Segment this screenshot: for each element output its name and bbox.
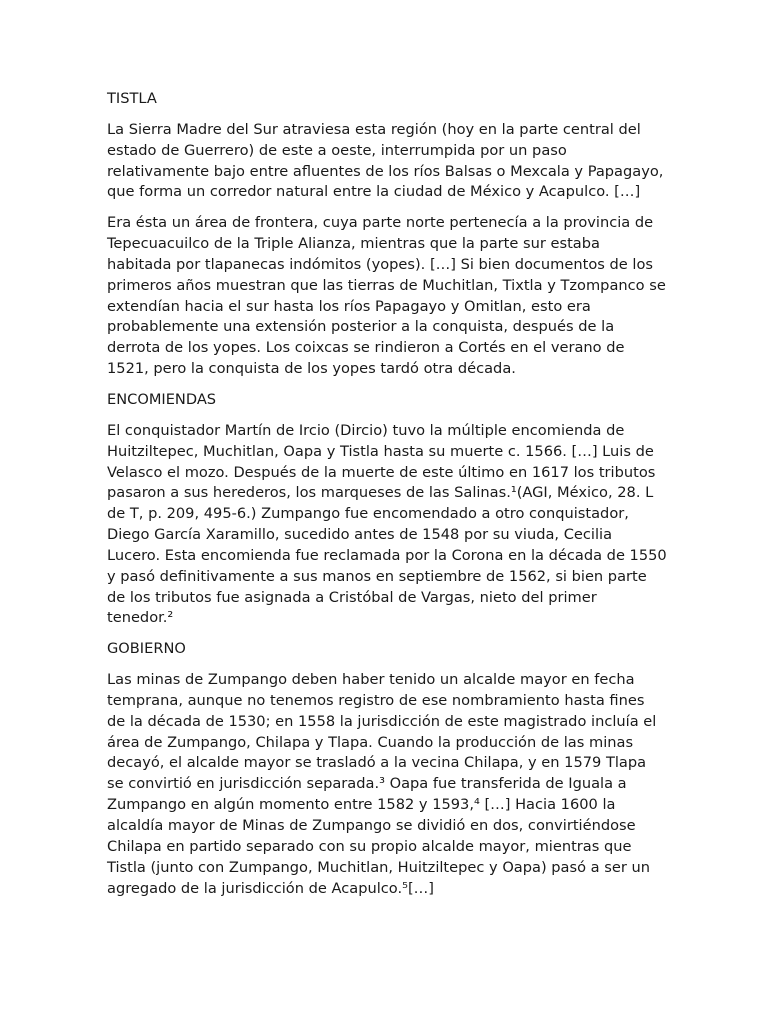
paragraph-tistla-geography: La Sierra Madre del Sur atraviesa esta región (hoy en la parte central del estado de Guerrero) de este a oeste, interrumpida por un paso relativamente bajo entre afluentes de los ríos Balsas o Mexcala y Papagayo, que forma un corredor natural entre la ciudad de México y Acapulco. […] bbox=[107, 120, 664, 201]
section-heading-gobierno: GOBIERNO bbox=[107, 640, 186, 658]
section-heading-encomiendas: ENCOMIENDAS bbox=[107, 390, 217, 408]
document-page bbox=[107, 89, 667, 909]
paragraph-tistla-frontier: Era ésta un área de frontera, cuya parte norte pertenecía a la provincia de Tepecuacuilco de la Triple Alianza, mientras que la parte sur estaba habitada por tlapanecas indómitos (yopes). […] Si bien documentos de los primeros años muestran que las tierras de Muchitlan, Tixtla y Tzompanco se extendían hacia el sur hasta los ríos Papagayo y Omitlan, esto era probablemente una extensión posterior a la conquista, después de la derrota de los yopes. Los coixcas se rindieron a Cortés en el verano de 1521, pero la conquista de los yopes tardó otra década. bbox=[107, 214, 666, 378]
paragraph-encomiendas: El conquistador Martín de Ircio (Dircio) tuvo la múltiple encomienda de Huitziltepec, Muchitlan, Oapa y Tistla hasta su muerte c. 1566. […] Luis de Velasco el mozo. Después de la muerte de este último en 1617 los tributos pasaron a sus herederos, los marqueses de las Salinas.¹(AGI, México, 28. L de T, p. 209, 495-6.) Zumpango fue encomendado a otro conquistador, Diego García Xaramillo, sucedido antes de 1548 por su viuda, Cecilia Lucero. Esta encomienda fue reclamada por la Corona en la década de 1550 y pasó definitivamente a sus manos en septiembre de 1562, si bien parte de los tributos fue asignada a Cristóbal de Vargas, nieto del primer tenedor.² bbox=[107, 421, 667, 627]
section-heading-tistla: TISTLA bbox=[107, 90, 157, 107]
paragraph-gobierno: Las minas de Zumpango deben haber tenido un alcalde mayor en fecha temprana, aunque no tenemos registro de ese nombramiento hasta fines de la década de 1530; en 1558 la jurisdicción de este magistrado incluía el área de Zumpango, Chilapa y Tlapa. Cuando la producción de las minas decayó, el alcalde mayor se trasladó a la vecina Chilapa, y en 1579 Tlapa se convirtió en jurisdicción separada.³ Oapa fue transferida de Iguala a Zumpango en algún momento entre 1582 y 1593,⁴ […] Hacia 1600 la alcaldía mayor de Minas de Zumpango se dividió en dos, convirtiéndose Chilapa en partido separado con su propio alcalde mayor, mientras que Tistla (junto con Zumpango, Muchitlan, Huitziltepec y Oapa) pasó a ser un agregado de la jurisdicción de Acapulco.⁵[…] bbox=[107, 671, 657, 897]
